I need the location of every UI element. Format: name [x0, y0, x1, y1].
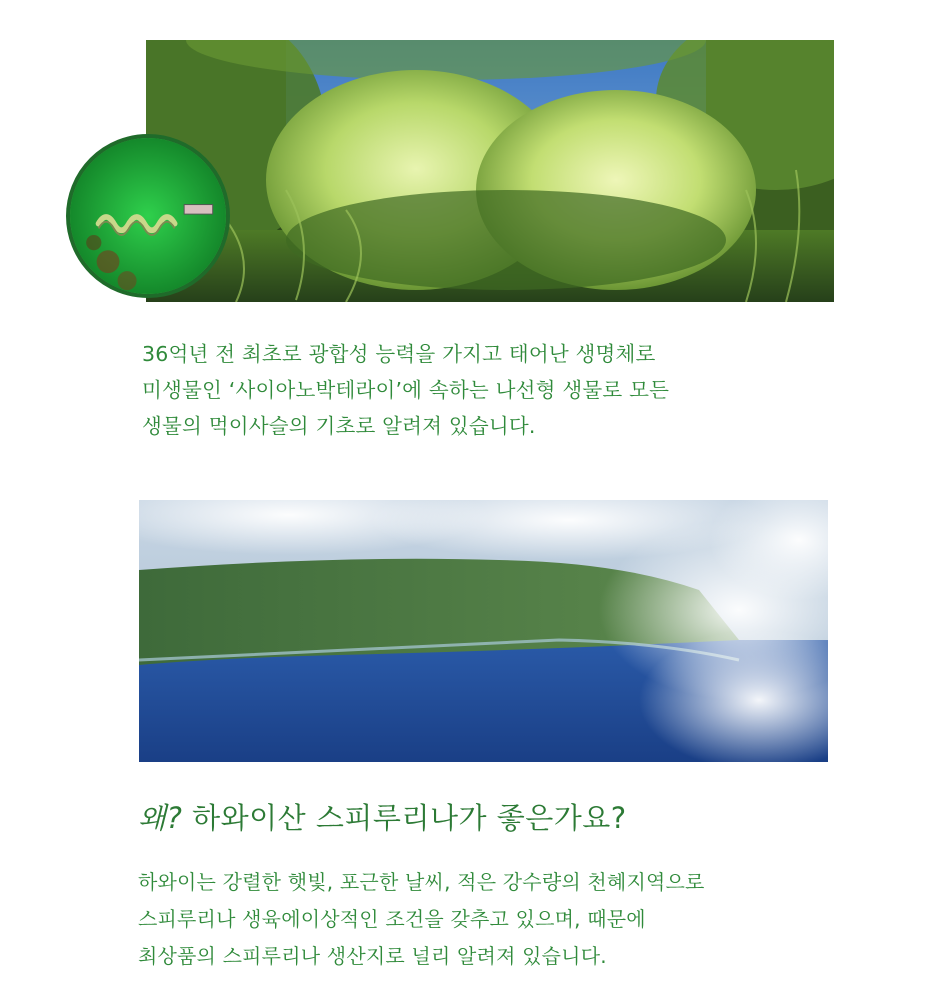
hawaii-line: 하와이는 강렬한 햇빛, 포근한 날씨, 적은 강수량의 천혜지역으로	[138, 870, 705, 894]
intro-line: 생물의 먹이사슬의 기초로 알려져 있습니다.	[142, 414, 536, 438]
hawaii-line: 스피루리나 생육에이상적인 조건을 갖추고 있으며, 때문에	[138, 907, 646, 931]
intro-line: 36억년 전 최초로 광합성 능력을 가지고 태어난 생명체로	[142, 342, 656, 366]
hawaii-line: 최상품의 스피루리나 생산지로 널리 알려져 있습니다.	[138, 944, 607, 968]
hawaii-paragraph	[138, 864, 705, 975]
intro-line: 미생물인 ‘사이아노박테라이’에 속하는 나선형 생물로 모든	[142, 378, 670, 402]
heading-prefix: 왜?	[138, 801, 183, 835]
algae-photo	[146, 40, 834, 302]
section-heading	[138, 796, 627, 837]
spirulina-microscope-icon	[66, 134, 230, 298]
intro-paragraph	[142, 336, 669, 444]
hawaii-island-photo	[139, 500, 828, 762]
heading-rest: 하와이산 스피루리나가 좋은가요?	[182, 801, 627, 835]
